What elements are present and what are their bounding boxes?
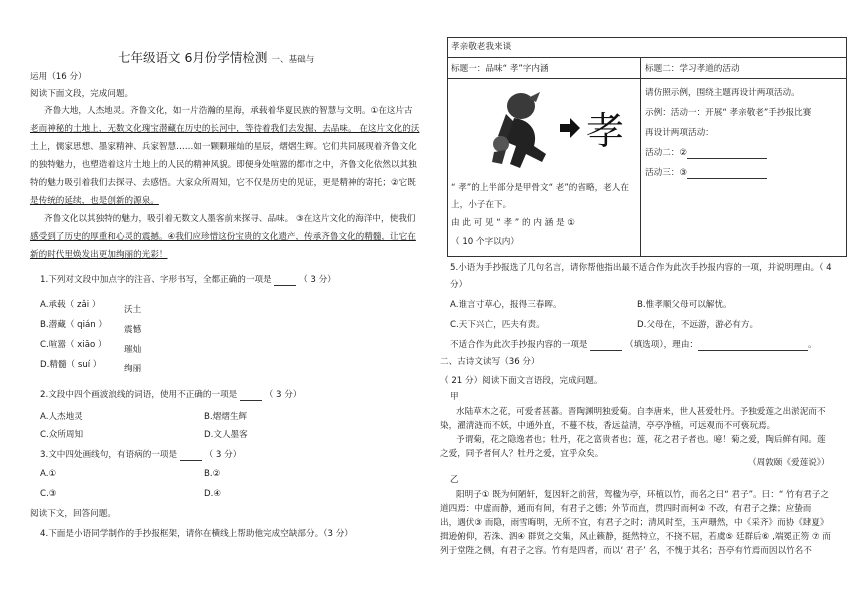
q5-choice-blank[interactable] [590, 350, 622, 351]
q2-option-a[interactable]: A.人杰地灵 [40, 412, 83, 422]
q3-option-b[interactable]: B.② [204, 469, 221, 479]
text-jia-line: 予谓菊，花之隐逸者也；牡丹，花之富贵者也；莲，花之君子者也。噫！菊之爱，陶后鲜有闻。莲 [456, 435, 826, 445]
table-col1-line: “ 孝”的上半部分是甲骨文“ 老”的省略，老人在 [451, 183, 629, 193]
text-jia-label: 甲 [450, 392, 459, 402]
passage-line: 老而神秘的土地上，无数文化瑰宝潜藏在历史的长河中，等待着我们去发掘、去品味。 在这片文化的沃 [30, 124, 420, 134]
question-4-stem: 4.下面是小语同学制作的手抄报框架，请你在横线上帮助他完成空缺部分。（3 分） [40, 529, 353, 539]
table-col1-header: 标题一：品味“ 孝”字内涵 [451, 64, 549, 74]
answer-blank[interactable] [240, 400, 262, 401]
table-col2-line: 再设计两项活动： [645, 128, 714, 138]
q5-option-b[interactable]: B.惟孝顺父母可以解忧。 [637, 300, 732, 310]
answer-blank[interactable] [180, 460, 202, 461]
q1-option-b[interactable]: B.潜藏（ qián ） [40, 320, 108, 330]
table-col2-header: 标题二：学习孝道的活动 [645, 64, 740, 74]
q1-option-c[interactable]: C.喧嚣（ xiāo ） [40, 340, 107, 350]
table-title: 孝亲敬老我来谈 [451, 42, 512, 52]
passage-line: 是传统的延续，也是创新的源泉。 [30, 196, 159, 206]
table-col2-line: 请仿照示例，围绕主题再设计两项活动。 [645, 88, 800, 98]
table-col1-line: 由 此 可 见 “ 孝 ” 的 内 涵 是 ① [451, 218, 576, 228]
oracle-bone-illustration [476, 84, 626, 174]
q1-option-d[interactable]: D.精髓（ suí ） [40, 360, 102, 370]
q1-option-c-side: 璀灿 [124, 345, 142, 355]
text-yi-line: 道四焉：中虚而静，通而有间，有君子之德；外节而直，贯四时而柯② 不改，有君子之操；应蛰而 [440, 504, 812, 514]
q3-option-a[interactable]: A.① [40, 469, 57, 479]
passage-line: 齐鲁文化以其独特的魅力，吸引着无数文人墨客前来探寻、品味。 ③在这片文化的海洋中，使我们 [44, 214, 416, 224]
q1-option-a[interactable]: A.承载（ zǎi ） [40, 300, 101, 310]
answer-blank[interactable] [274, 285, 296, 286]
q5-option-c[interactable]: C.天下兴亡，匹夫有责。 [450, 320, 545, 330]
question-5-stem: 5.小语为手抄报选了几句名言，请你帮他指出最不适合作为此次手抄报内容的一项，并说明理由。（ 4 [450, 263, 832, 273]
question-5-score-end: 分） [450, 280, 468, 290]
q5-option-a[interactable]: A.谁言寸草心，报得三春晖。 [450, 300, 562, 310]
question-2-stem: 2.文段中四个画波浪线的词语，使用不正确的一项是 （ 3 分） [40, 390, 302, 400]
q3-option-d[interactable]: D.④ [204, 489, 222, 499]
passage-line: 新的时代里焕发出更加绚丽的光彩！ [30, 250, 168, 260]
passage-line: 的独特魅力，也塑造着这片土地上的人民的精神风貌。即便身处喧嚣的都市之中，齐鲁文化依然以其独 [30, 160, 417, 170]
xiao-character: 孝 [586, 109, 625, 153]
table-col2-line: 活动三：③ [645, 168, 767, 179]
table-col2-line: 活动二：② [645, 148, 767, 159]
text-jia-source: （周敦颐《爱莲说》） [748, 458, 830, 468]
text-yi-line: 揖逊俯仰，若洙、泗④ 群贤之交集，风止籁静，挺然特立，不挠不屈，若虞⑤ 廷群后⑥ ,端冕正笏 ⑦ 而 [440, 532, 831, 542]
question-1-stem: 1.下列对文段中加点字的注音、字形书写，全都正确的一项是 （ 3 分） [40, 275, 336, 285]
q2-option-b[interactable]: B.熠熠生辉 [204, 412, 248, 422]
text-yi-label: 乙 [450, 475, 459, 485]
q3-option-c[interactable]: C.③ [40, 489, 57, 499]
activity-3-blank[interactable] [687, 178, 767, 179]
q5-reason-blank[interactable] [698, 350, 808, 351]
reading-instruction-2: 阅读下文，回答问题。 [30, 509, 116, 519]
q1-option-d-side: 绚丽 [124, 364, 142, 374]
table-col1-line: （ 10 个字以内） [451, 237, 519, 247]
arrow-right-icon [560, 118, 580, 138]
q5-answer-line: 不适合作为此次手抄报内容的一项是 （填选项），理由： 。 [450, 340, 817, 350]
section-two-instruction: （ 21 分）阅读下面文言语段，完成问题。 [440, 376, 603, 386]
handout-table [447, 37, 847, 257]
passage-line: 感受到了历史的厚重和心灵的震撼。④我们应珍惜这份宝贵的文化遗产，传承齐鲁文化的精髓，让它在 [30, 232, 416, 242]
question-3-stem: 3.文中四处画线句，有语病的一项是 （ 3 分） [40, 450, 242, 460]
text-jia-line: 染，濯清涟而不妖，中通外直，不蔓不枝，香远益清，亭亭净植，可远观而不可亵玩焉。 [440, 421, 776, 431]
passage-line: 齐鲁大地，人杰地灵。齐鲁文化，如一片浩瀚的星海，承载着华夏民族的智慧与文明。①在这片古 [44, 106, 413, 116]
table-col1-line: 上，小子在下。 [451, 200, 512, 210]
text-yi-line: 出，遇伏③ 而隐，雨雪晦明，无所不宜，有君子之时；清风时至，玉声珊然，中《采齐》而协《肆夏》 [440, 518, 829, 528]
q1-option-a-side: 沃土 [124, 305, 142, 315]
passage-line: 土上，儒家思想、墨家精神、兵家智慧……如一颗颗璀灿的星辰，熠熠生辉。它们共同展现着齐鲁文化 [30, 142, 417, 152]
q2-option-c[interactable]: C.众所周知 [40, 430, 84, 440]
q1-option-b-side: 震憾 [124, 325, 142, 335]
section-two-title: 二、古诗文读写（36 分） [440, 357, 540, 367]
passage-line: 特的魅力吸引着我们去探寻、去感悟。大家众所周知，它不仅是历史的见证，更是精神的寄托；②它既 [30, 178, 416, 188]
text-jia-line: 水陆草木之花，可爱者甚蕃。晋陶渊明独爱菊。自李唐来，世人甚爱牡丹。予独爱莲之出淤泥而不 [456, 407, 826, 417]
page-title: 七年级语文 6月份学情检测 一、基础与 [118, 50, 315, 65]
table-col2-line: 示例：活动一：开展“ 孝亲敬老”手抄报比赛 [645, 108, 812, 118]
section-one-score: 运用（16 分） [30, 72, 87, 82]
reading-instruction: 阅读下面文段，完成问题。 [30, 89, 134, 99]
text-yi-line: 列于堂陛之侧，有君子之容。竹有是四者，而以‘ 君子’ 名，不愧于其名；吾亭有竹焉而因以竹名不 [440, 546, 812, 556]
text-yi-line: 阳明子① 既为何陋轩，复因轩之前营，驾楹为亭，环植以竹，而名之曰“ 君子”。曰：“ 竹有君子之 [456, 490, 830, 500]
q5-option-d[interactable]: D.父母在，不远游，游必有方。 [637, 320, 759, 330]
text-jia-line: 之爱，同予者何人？牡丹之爱，宜乎众矣。 [440, 449, 604, 459]
activity-2-blank[interactable] [687, 158, 767, 159]
q2-option-d[interactable]: D.文人墨客 [204, 430, 248, 440]
